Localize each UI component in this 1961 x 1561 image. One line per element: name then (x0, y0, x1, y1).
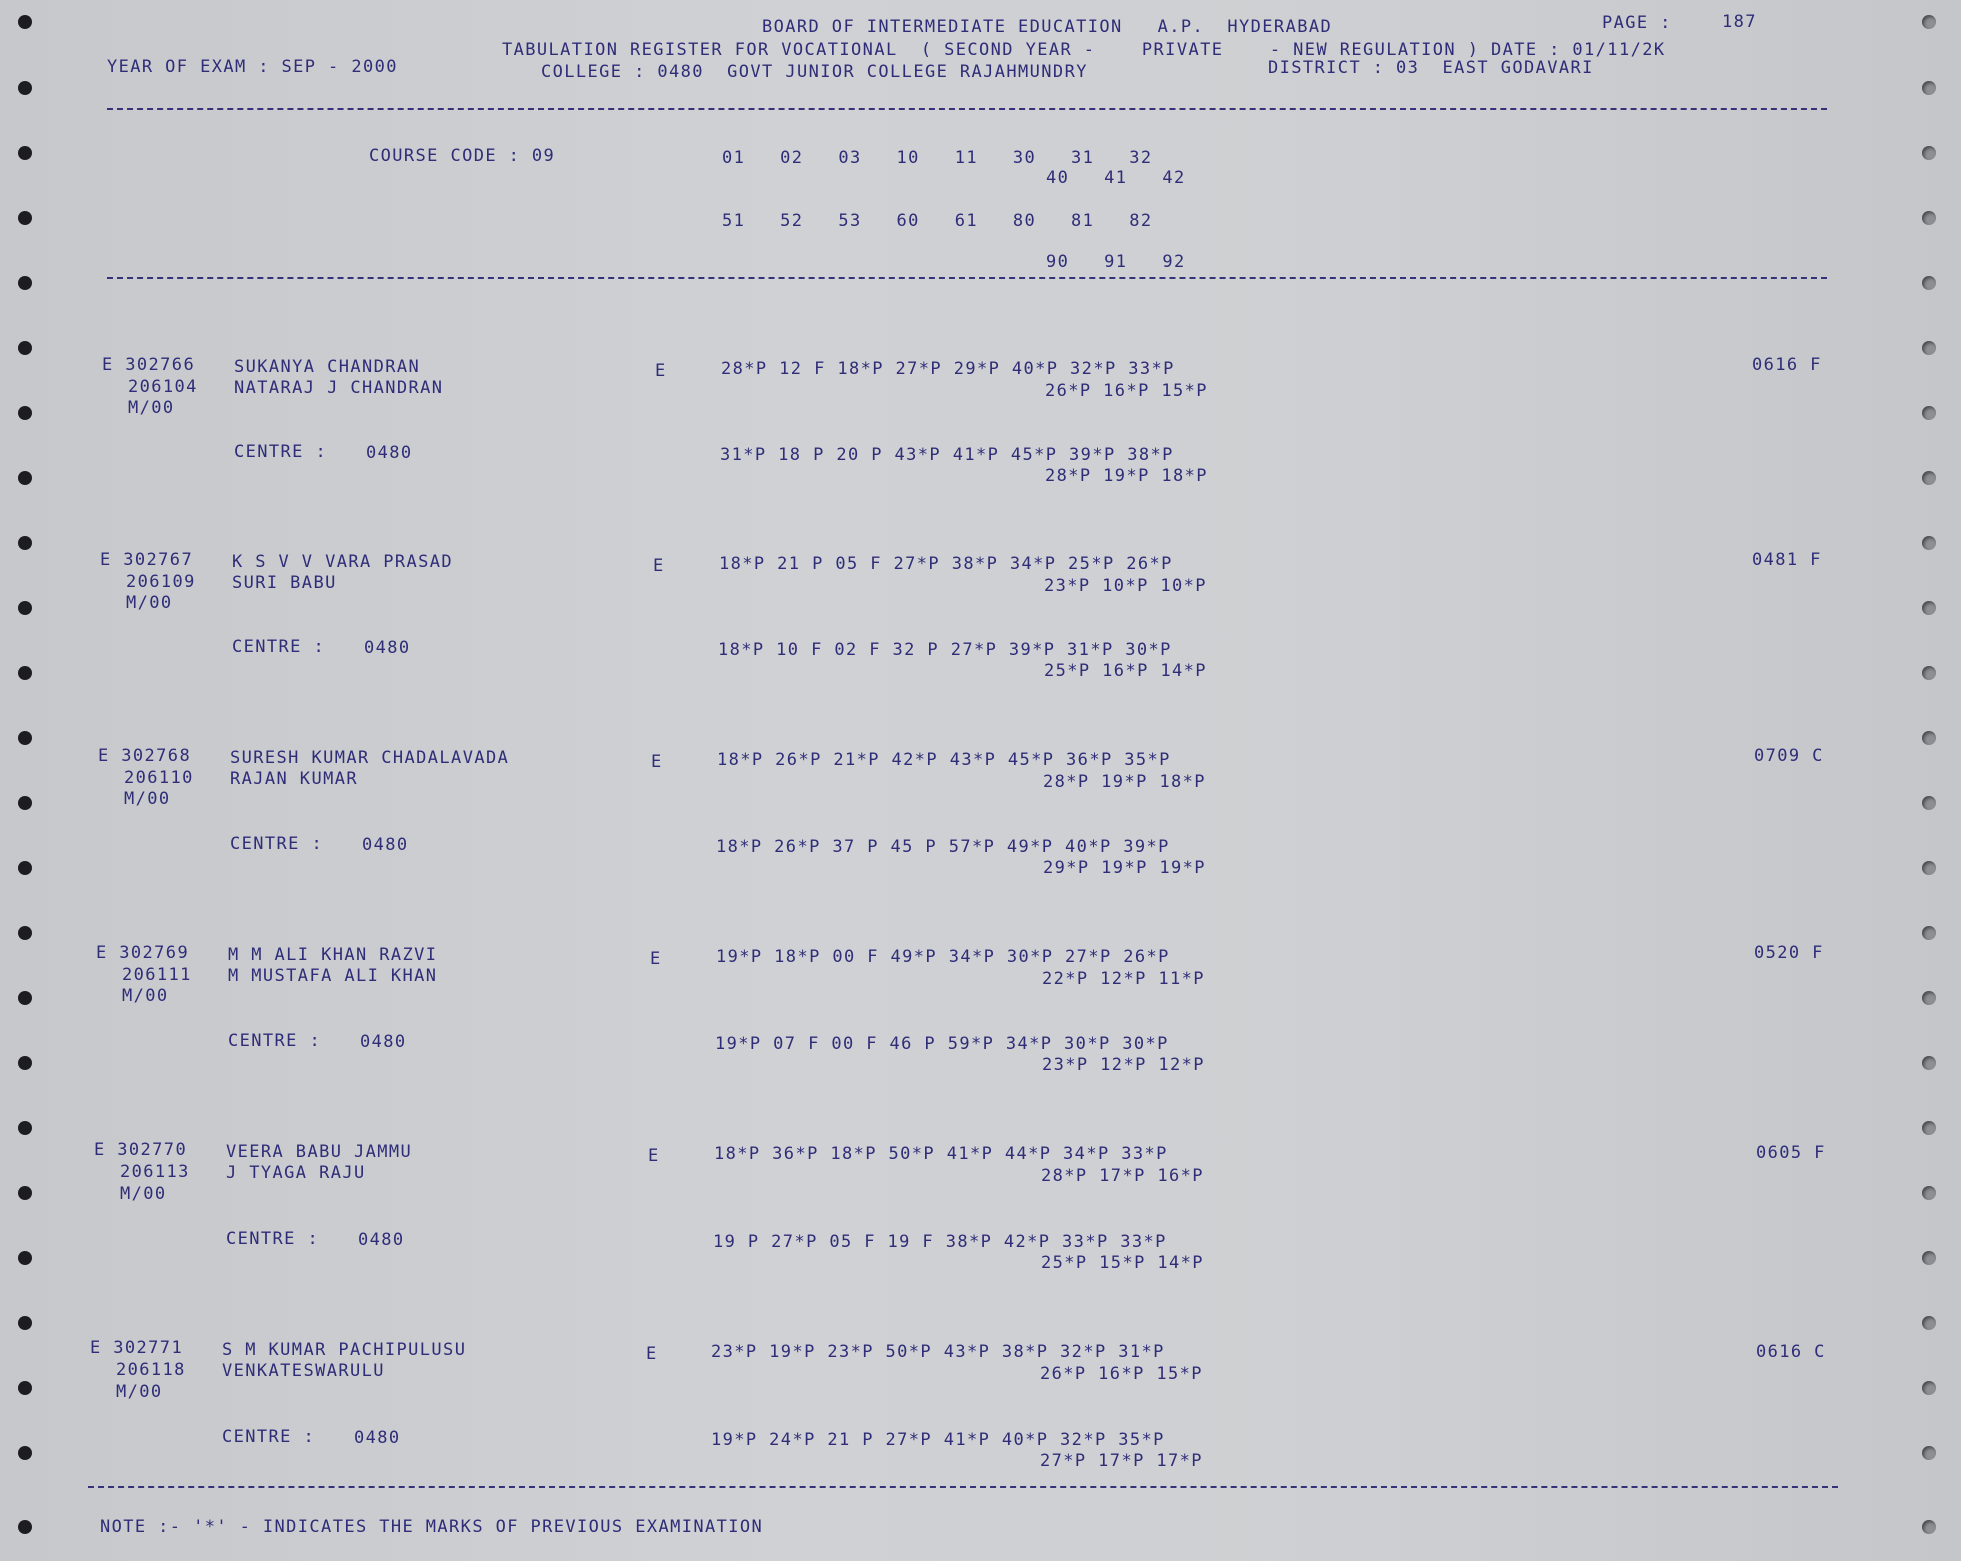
father-name: M MUSTAFA ALI KHAN (228, 966, 438, 986)
subject-codes-row-3: 51 52 53 60 61 80 81 82 (722, 211, 1153, 231)
marks-line-3: 19*P 24*P 21 P 27*P 41*P 40*P 32*P 35*P (711, 1430, 1165, 1450)
sprocket-hole-icon (1922, 276, 1936, 290)
student-record (0, 1140, 1961, 1340)
subject-codes-row-4: 90 91 92 (1046, 252, 1186, 272)
page-number: 187 (1722, 12, 1757, 32)
sprocket-hole-icon (18, 146, 32, 160)
marks-line-4: 27*P 17*P 17*P (1040, 1451, 1203, 1471)
centre-label: CENTRE : (230, 834, 324, 854)
marks-line-2: 26*P 16*P 15*P (1040, 1364, 1203, 1384)
centre-code: 0480 (358, 1230, 405, 1250)
centre-label: CENTRE : (222, 1427, 316, 1447)
centre-code: 0480 (366, 443, 413, 463)
sprocket-hole-icon (18, 81, 32, 95)
marks-line-3: 18*P 26*P 37 P 45 P 57*P 49*P 40*P 39*P (716, 837, 1170, 857)
register-title: TABULATION REGISTER FOR VOCATIONAL ( SECOND YEAR - PRIVATE - NEW REGULATION ) DATE : 01/11/2K (502, 40, 1666, 60)
marks-line-2: 23*P 10*P 10*P (1044, 576, 1207, 596)
candidate-name: K S V V VARA PRASAD (232, 552, 454, 572)
register-number: E 302771 (90, 1338, 184, 1358)
candidate-name: SUKANYA CHANDRAN (234, 357, 421, 377)
father-name: RAJAN KUMAR (230, 769, 358, 789)
total-result: 0605 F (1756, 1143, 1826, 1163)
register-number: E 302766 (102, 355, 196, 375)
sprocket-hole-icon (18, 15, 32, 29)
course-code: COURSE CODE : 09 (369, 146, 556, 166)
marks-line-2: 28*P 17*P 16*P (1041, 1166, 1204, 1186)
roll-number: 206109 (126, 572, 196, 592)
centre-label: CENTRE : (234, 442, 328, 462)
footnote: NOTE :- '*' - INDICATES THE MARKS OF PREVIOUS EXAMINATION (100, 1517, 764, 1537)
page-label: PAGE : (1602, 13, 1672, 33)
sprocket-hole-icon (1922, 15, 1936, 29)
centre-label: CENTRE : (228, 1031, 322, 1051)
sex-code: M/00 (116, 1382, 163, 1402)
medium: E (653, 556, 665, 576)
student-record (0, 1338, 1961, 1538)
roll-number: 206118 (116, 1360, 186, 1380)
roll-number: 206110 (124, 768, 194, 788)
marks-line-1: 28*P 12 F 18*P 27*P 29*P 40*P 32*P 33*P (721, 359, 1175, 379)
sprocket-hole-icon (18, 211, 32, 225)
sex-code: M/00 (122, 986, 169, 1006)
father-name: NATARAJ J CHANDRAN (234, 378, 444, 398)
centre-label: CENTRE : (232, 637, 326, 657)
sex-code: M/00 (120, 1184, 167, 1204)
centre-code: 0480 (360, 1032, 407, 1052)
sprocket-hole-icon (18, 341, 32, 355)
college-info: COLLEGE : 0480 GOVT JUNIOR COLLEGE RAJAHMUNDRY (541, 62, 1088, 82)
marks-line-4: 29*P 19*P 19*P (1043, 858, 1206, 878)
marks-line-1: 18*P 21 P 05 F 27*P 38*P 34*P 25*P 26*P (719, 554, 1173, 574)
marks-line-4: 28*P 19*P 18*P (1045, 466, 1208, 486)
marks-line-2: 28*P 19*P 18*P (1043, 772, 1206, 792)
candidate-name: M M ALI KHAN RAZVI (228, 945, 438, 965)
total-result: 0709 C (1754, 746, 1824, 766)
register-number: E 302768 (98, 746, 192, 766)
register-number: E 302769 (96, 943, 190, 963)
father-name: VENKATESWARULU (222, 1361, 385, 1381)
candidate-name: VEERA BABU JAMMU (226, 1142, 413, 1162)
marks-line-4: 23*P 12*P 12*P (1042, 1055, 1205, 1075)
centre-code: 0480 (364, 638, 411, 658)
year-of-exam: YEAR OF EXAM : SEP - 2000 (107, 57, 398, 77)
medium: E (651, 752, 663, 772)
medium: E (646, 1344, 658, 1364)
roll-number: 206104 (128, 377, 198, 397)
total-result: 0616 F (1752, 355, 1822, 375)
roll-number: 206111 (122, 965, 192, 985)
father-name: SURI BABU (232, 573, 337, 593)
register-number: E 302767 (100, 550, 194, 570)
marks-line-3: 19*P 07 F 00 F 46 P 59*P 34*P 30*P 30*P (715, 1034, 1169, 1054)
sprocket-hole-icon (1922, 81, 1936, 95)
divider (88, 1486, 1838, 1488)
father-name: J TYAGA RAJU (226, 1163, 366, 1183)
marks-line-3: 19 P 27*P 05 F 19 F 38*P 42*P 33*P 33*P (713, 1232, 1167, 1252)
sex-code: M/00 (128, 398, 175, 418)
board-title: BOARD OF INTERMEDIATE EDUCATION A.P. HYDERABAD (762, 17, 1333, 37)
total-result: 0520 F (1754, 943, 1824, 963)
sprocket-hole-icon (1922, 341, 1936, 355)
sex-code: M/00 (126, 593, 173, 613)
divider (107, 277, 1827, 279)
marks-line-3: 18*P 10 F 02 F 32 P 27*P 39*P 31*P 30*P (718, 640, 1172, 660)
medium: E (655, 361, 667, 381)
marks-line-4: 25*P 16*P 14*P (1044, 661, 1207, 681)
sprocket-hole-icon (18, 276, 32, 290)
student-record (0, 943, 1961, 1143)
student-record (0, 355, 1961, 555)
centre-code: 0480 (354, 1428, 401, 1448)
district-info: DISTRICT : 03 EAST GODAVARI (1268, 58, 1594, 78)
roll-number: 206113 (120, 1162, 190, 1182)
total-result: 0616 C (1756, 1342, 1826, 1362)
subject-codes-row-1: 01 02 03 10 11 30 31 32 (722, 148, 1153, 168)
centre-label: CENTRE : (226, 1229, 320, 1249)
marks-line-4: 25*P 15*P 14*P (1041, 1253, 1204, 1273)
marks-line-1: 18*P 36*P 18*P 50*P 41*P 44*P 34*P 33*P (714, 1144, 1168, 1164)
medium: E (648, 1146, 660, 1166)
sprocket-hole-icon (1922, 146, 1936, 160)
centre-code: 0480 (362, 835, 409, 855)
medium: E (650, 949, 662, 969)
marks-line-2: 26*P 16*P 15*P (1045, 381, 1208, 401)
marks-line-1: 19*P 18*P 00 F 49*P 34*P 30*P 27*P 26*P (716, 947, 1170, 967)
subject-codes-row-2: 40 41 42 (1046, 168, 1186, 188)
divider (107, 108, 1827, 110)
student-record (0, 550, 1961, 750)
sex-code: M/00 (124, 789, 171, 809)
student-record (0, 746, 1961, 946)
marks-line-3: 31*P 18 P 20 P 43*P 41*P 45*P 39*P 38*P (720, 445, 1174, 465)
marks-line-2: 22*P 12*P 11*P (1042, 969, 1205, 989)
marks-line-1: 18*P 26*P 21*P 42*P 43*P 45*P 36*P 35*P (717, 750, 1171, 770)
total-result: 0481 F (1752, 550, 1822, 570)
register-number: E 302770 (94, 1140, 188, 1160)
sprocket-hole-icon (1922, 211, 1936, 225)
marks-line-1: 23*P 19*P 23*P 50*P 43*P 38*P 32*P 31*P (711, 1342, 1165, 1362)
candidate-name: SURESH KUMAR CHADALAVADA (230, 748, 510, 768)
candidate-name: S M KUMAR PACHIPULUSU (222, 1340, 467, 1360)
